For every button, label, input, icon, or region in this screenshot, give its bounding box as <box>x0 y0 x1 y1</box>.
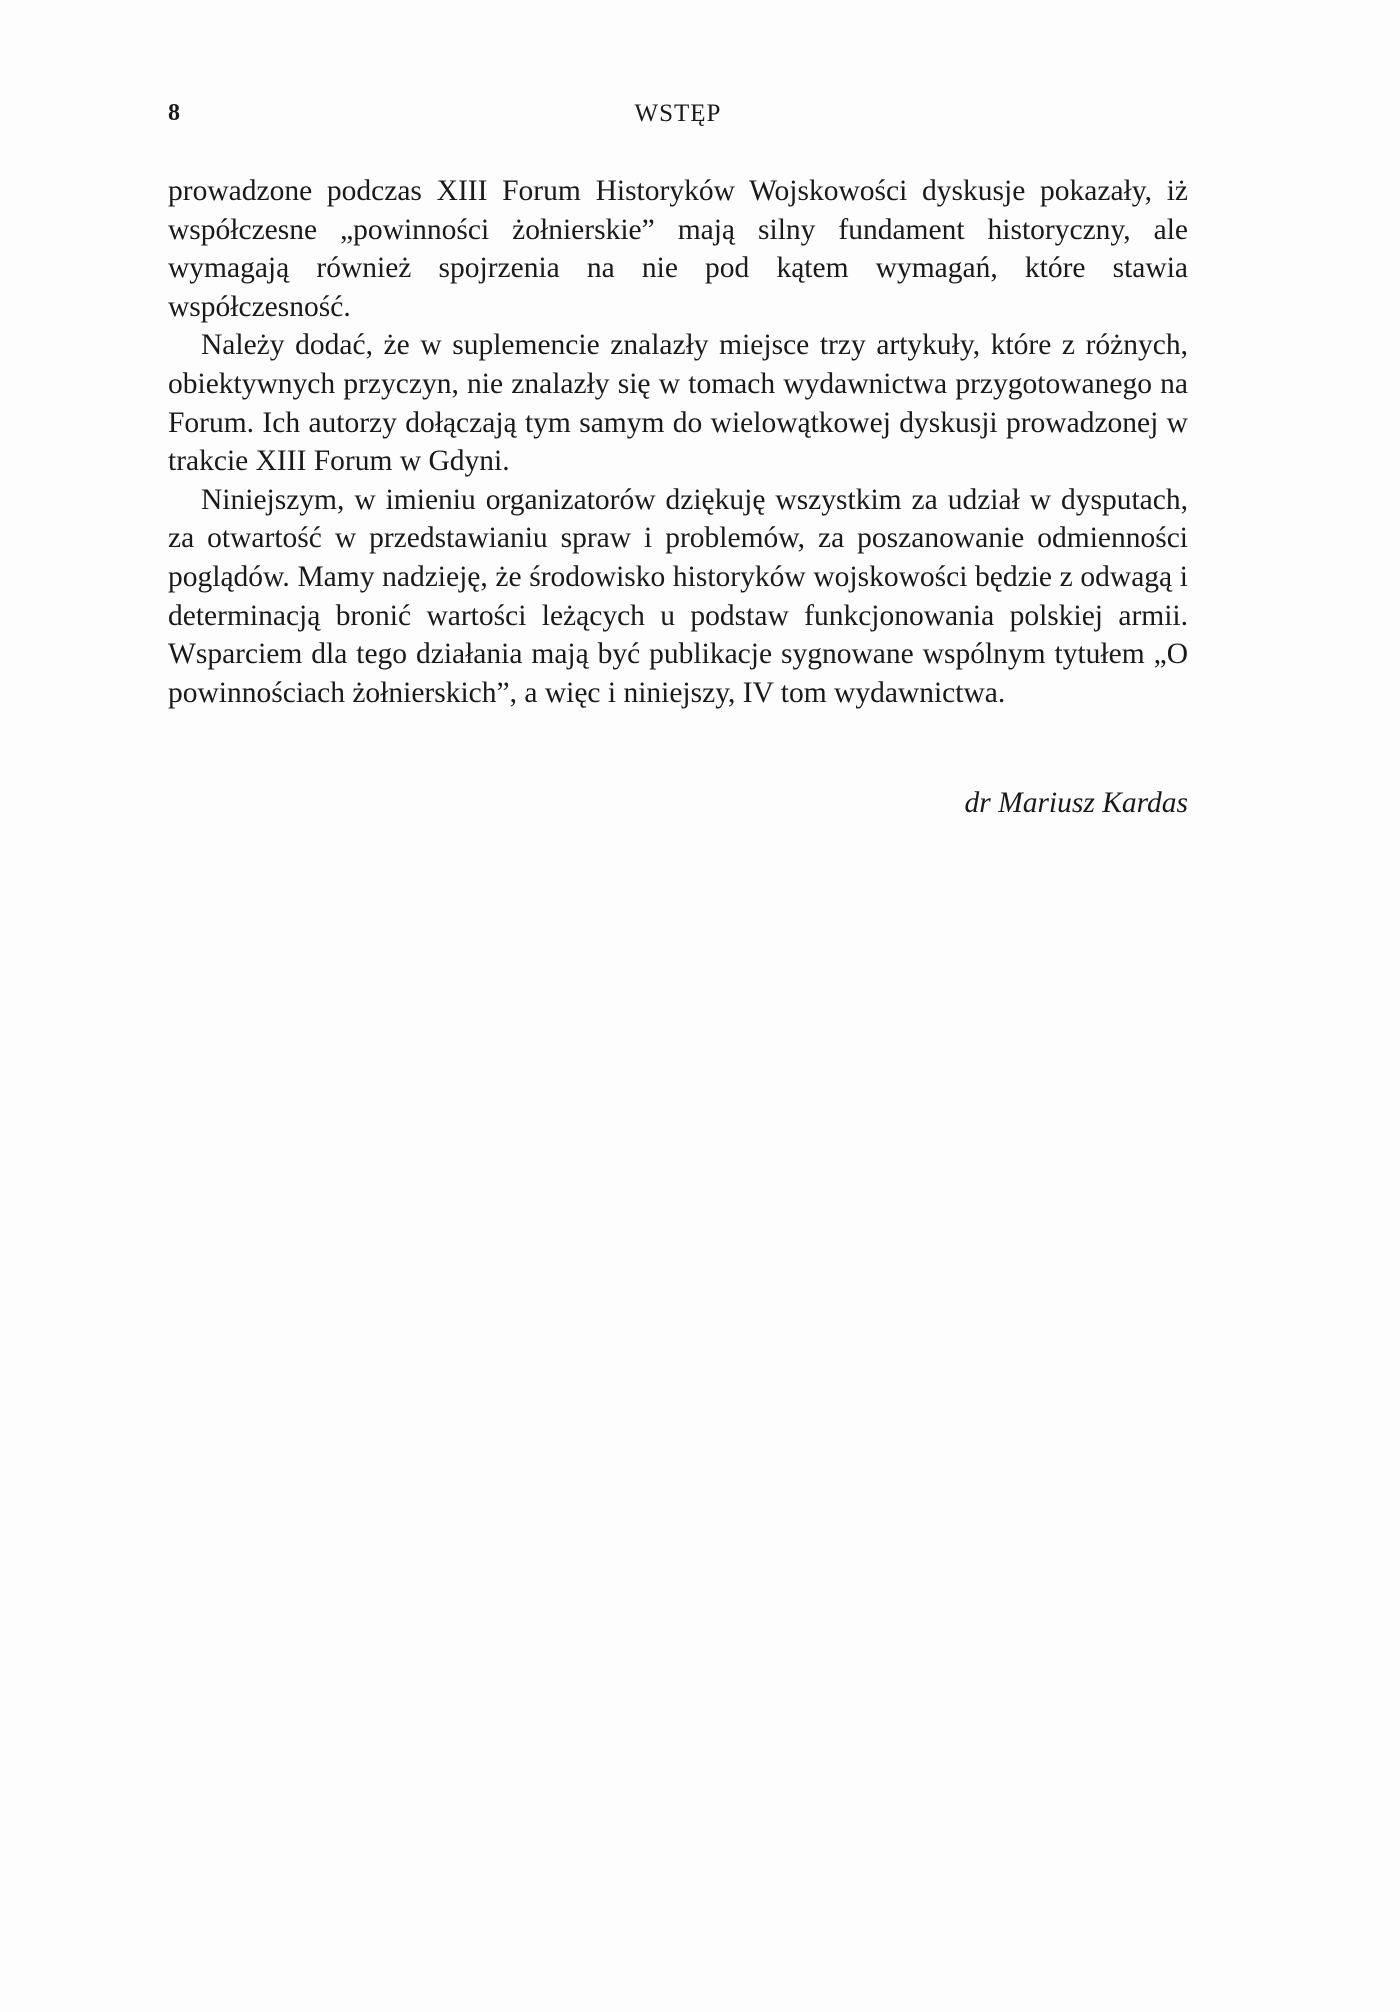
section-title: WSTĘP <box>634 100 722 127</box>
body-text <box>168 172 1188 712</box>
running-head <box>168 100 1188 140</box>
paragraph-thanks: Niniejszym, w imieniu organizatorów dziękuję wszystkim za udział w dysputach, za otwartość w przedstawianiu spraw i problemów, za poszanowanie odmienności poglądów. Mamy nadzieję, że środowisko historyków wojskowości będzie z odwagą i determinacją bronić wartości leżących u podstaw funkcjonowania polskiej armii. Wsparciem dla tego działania mają być publikacje sygnowane wspólnym tytułem „O powinnościach żołnierskich”, a więc i niniejszy, IV tom wydawnictwa. <box>168 483 1188 709</box>
paragraph-continued: prowadzone podczas XIII Forum Historyków Wojskowości dyskusje pokazały, iż współczesne „powinności żołnierskie” mają silny fundament historyczny, ale wymagają również spojrzenia na nie pod kątem wymagań, które stawia współczesność. <box>168 175 1188 323</box>
paragraph-supplement: Należy dodać, że w suplemencie znalazły miejsce trzy artykuły, które z różnych, obiektywnych przyczyn, nie znalazły się w tomach wydawnictwa przygotowanego na Forum. Ich autorzy dołączają tym samym do wielowątkowej dyskusji prowadzonej w trakcie XIII Forum w Gdyni. <box>168 329 1188 478</box>
author-signature: dr Mariusz Kardas <box>964 787 1188 819</box>
page-number: 8 <box>168 100 180 126</box>
